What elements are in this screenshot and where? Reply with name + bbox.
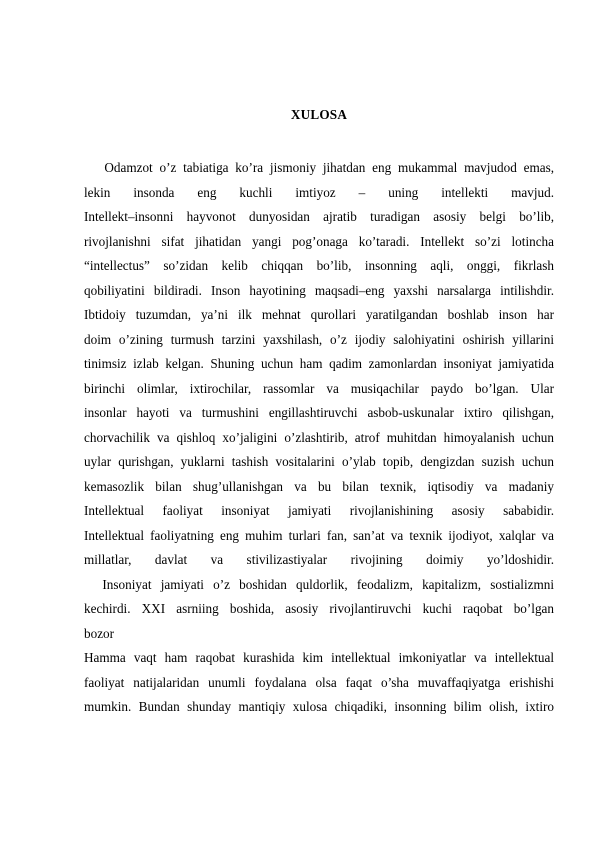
text-line: Intellekt–insonni hayvonot dunyosidan ajratib turadigan asosiy belgi bo’lib, [84, 209, 554, 224]
text-line: “intellectus” so’zidan kelib chiqqan bo’lib, insonning aqli, onggi, fikrlash [84, 258, 554, 273]
text-line: Ibtidoiy tuzumdan, ya’ni ilk mehnat qurollari yaratilgandan boshlab inson har [84, 307, 554, 322]
text-line: uylar qurishgan, yuklarni tashish vositalarini o’ylab topib, dengizdan suzish uchun [84, 454, 554, 469]
text-line: kechirdi. XXI asrniing boshida, asosiy rivojlantiruvchi kuchi raqobat bo’lgan [84, 601, 554, 616]
text-line: rivojlanishni sifat jihatidan yangi pog’onaga ko’taradi. Intellekt so’zi lotincha [84, 233, 554, 249]
text-line: Odamzot o’z tabiatiga ko’ra jismoniy jihatdan eng mukammal mavjudod emas, [84, 160, 554, 175]
text-line: bozor [84, 625, 115, 641]
text-line: Hamma vaqt ham raqobat kurashida kim intellektual imkoniyatlar va intellektual [84, 650, 554, 665]
text-line: tinimsiz izlab kelgan. Shuning uchun ham qadim zamonlardan insoniyat jamiyatida [84, 356, 554, 371]
text-line: kemasozlik bilan shug’ullanishgan va bu bilan texnik, iqtisodiy va madaniy [84, 478, 554, 494]
text-line: lekin insonda eng kuchli imtiyoz – uning intellekti mavjud. [84, 184, 554, 200]
text-line: millatlar, davlat va stivilizastiyalar rivojining doimiy yo’ldoshidir. [84, 552, 554, 567]
text-line: qobiliyatini bildiradi. Inson hayotining maqsadi–eng yaxshi narsalarga intilishdir. [84, 282, 554, 298]
text-line: chorvachilik va qishloq xo’jaligini o’zlashtirib, atrof muhitdan himoyalanish uchun [84, 429, 554, 445]
text-line: Intellektual faoliyat insoniyat jamiyati rivojlanishining asosiy sababidir. [84, 503, 554, 518]
text-line: insonlar hayoti va turmushini engillashtiruvchi asbob-uskunalar ixtiro qilishgan, [84, 405, 554, 420]
text-line: birinchi olimlar, ixtirochilar, rassomlar va musiqachilar paydo bo’lgan. Ular [84, 380, 554, 396]
text-line: Intellektual faoliyatning eng muhim turlari fan, san’at va texnik ijodiyot, xalqlar va [84, 527, 554, 543]
text-line: Insoniyat jamiyati o’z boshidan quldorlik, feodalizm, kapitalizm, sostializmni [84, 576, 554, 592]
body-text [84, 160, 554, 724]
text-line: doim o’zining turmush tarzini yaxshilash, o’z ijodiy salohiyatini oshirish yillarini [84, 331, 554, 347]
page-title: XULOSA [290, 107, 348, 122]
text-line: faoliyat natijalaridan unumli foydalana olsa faqat o’sha muvaffaqiyatga erishishi [84, 674, 554, 690]
text-line: mumkin. Bundan shunday mantiqiy xulosa chiqadiki, insonning bilim olish, ixtiro [84, 699, 554, 714]
